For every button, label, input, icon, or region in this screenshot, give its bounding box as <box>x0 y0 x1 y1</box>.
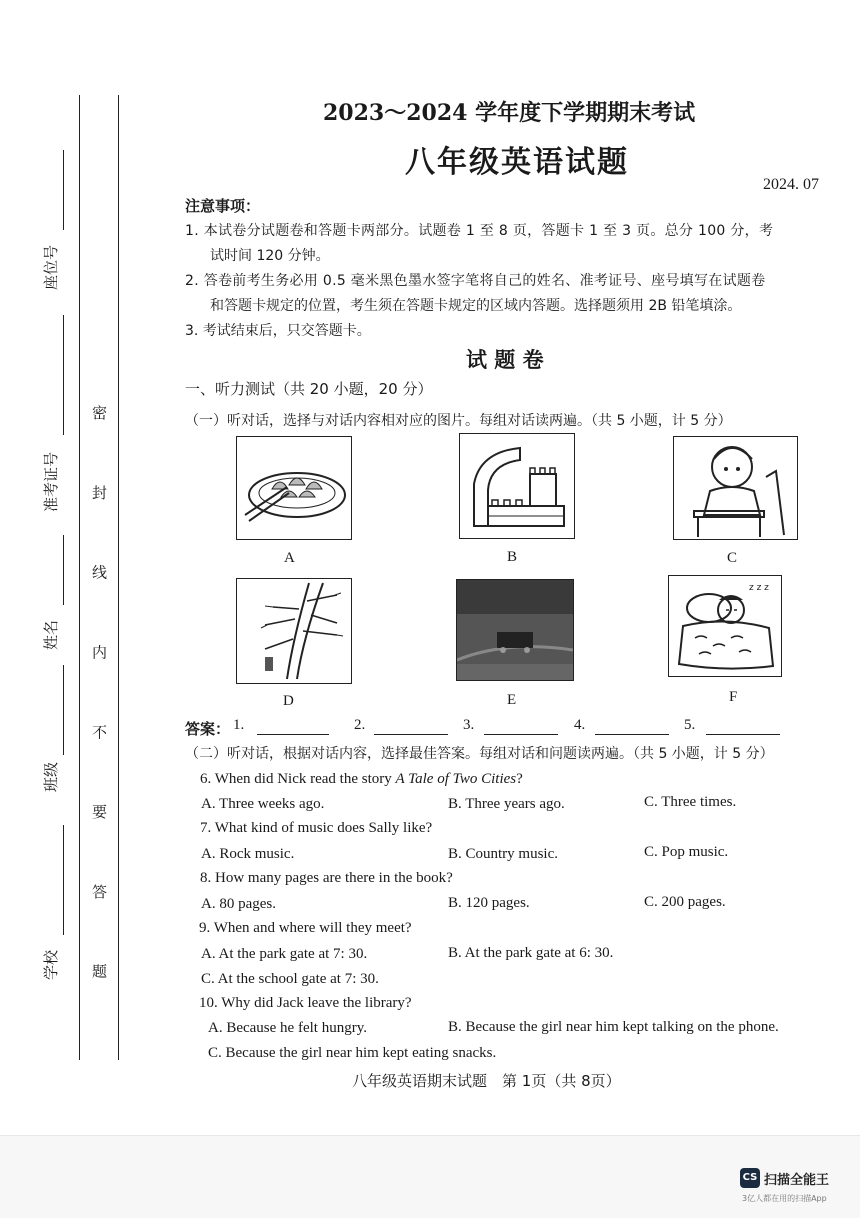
picture-a-dumplings <box>236 436 352 540</box>
answer-blank-2[interactable] <box>374 733 448 735</box>
question-6-end: ? <box>516 771 523 787</box>
picture-label-c: C <box>727 550 738 566</box>
option-7a: A. Rock music. <box>201 846 295 862</box>
page-footer: 八年级英语期末试题 第 1页（共 8页） <box>352 1072 621 1090</box>
scanner-logo-icon: CS <box>740 1168 760 1188</box>
option-9b: B. At the park gate at 6: 30. <box>448 945 614 961</box>
answer-num-4: 4. <box>574 717 586 733</box>
part1-sub2: （二）听对话，根据对话内容，选择最佳答案。每组对话和问题读两遍。（共 5 小题，计 5 分） <box>185 746 774 762</box>
answer-blank-5[interactable] <box>706 733 780 735</box>
picture-d-bamboo-painting <box>236 578 352 684</box>
picture-label-f: F <box>729 689 738 705</box>
notice-line-2: 试时间 120 分钟。 <box>210 248 330 264</box>
picture-c-student-writing <box>673 436 798 540</box>
margin-line-inner <box>118 95 119 1060</box>
margin-seat-label: 座位号 <box>42 244 60 290</box>
margin-school-label: 学校 <box>42 949 60 980</box>
margin-line-outer <box>79 95 80 1060</box>
part1-sub1: （一）听对话，选择与对话内容相对应的图片。每组对话读两遍。（共 5 小题，计 5 分） <box>185 413 732 429</box>
seal-line-text: 密 封 线 内 不 要 答 题 <box>90 405 108 1009</box>
question-6 <box>200 771 523 788</box>
answer-blank-1[interactable] <box>257 733 329 735</box>
option-8b: B. 120 pages. <box>448 895 530 911</box>
option-10a: A. Because he felt hungry. <box>208 1020 367 1036</box>
notice-line-1: 1. 本试卷分试题卷和答题卡两部分。试题卷 1 至 8 页，答题卡 1 至 3 页。总分 100 分，考 <box>185 223 774 239</box>
answer-blank-4[interactable] <box>595 733 669 735</box>
option-9a: A. At the park gate at 7: 30. <box>201 946 368 962</box>
option-6c: C. Three times. <box>644 794 737 810</box>
question-9: 9. When and where will they meet? <box>199 920 412 936</box>
margin-seat-underline <box>63 150 64 230</box>
picture-label-a: A <box>284 550 295 566</box>
option-9c: C. At the school gate at 7: 30. <box>201 971 379 987</box>
margin-class-underline <box>63 665 64 755</box>
picture-b-great-wall <box>459 433 575 539</box>
scanner-brand: 扫描全能王 <box>764 1173 830 1188</box>
picture-label-e: E <box>507 692 517 708</box>
option-10b: B. Because the girl near him kept talking on the phone. <box>448 1019 779 1035</box>
scanner-bar <box>0 1135 860 1218</box>
option-6a: A. Three weeks ago. <box>201 796 325 812</box>
margin-ticket-label: 准考证号 <box>42 451 60 512</box>
option-6b: B. Three years ago. <box>448 796 565 812</box>
option-8a: A. 80 pages. <box>201 896 276 912</box>
margin-class-label: 班级 <box>42 761 60 792</box>
answer-num-2: 2. <box>354 717 366 733</box>
question-8: 8. How many pages are there in the book? <box>200 870 453 886</box>
question-6-book-title: A Tale of Two Cities <box>395 771 517 787</box>
picture-label-d: D <box>283 693 294 709</box>
option-8c: C. 200 pages. <box>644 894 726 910</box>
notice-line-3: 2. 答卷前考生务必用 0.5 毫米黑色墨水签字笔将自己的姓名、准考证号、座号填写在试题卷 <box>185 273 766 289</box>
answer-num-5: 5. <box>684 717 696 733</box>
picture-e-train-photo <box>456 579 574 681</box>
part1-heading: 一、听力测试（共 20 小题，20 分） <box>185 380 433 398</box>
answer-label: 答案： <box>185 720 231 738</box>
question-6-text: 6. When did Nick read the story <box>200 771 396 787</box>
svg-text:z z z: z z z <box>749 583 769 593</box>
question-10: 10. Why did Jack leave the library? <box>199 995 412 1011</box>
margin-name-label: 姓名 <box>42 619 60 650</box>
scanner-tagline: 3亿人都在用的扫描App <box>742 1194 827 1203</box>
picture-label-b: B <box>507 549 518 565</box>
option-7c: C. Pop music. <box>644 844 729 860</box>
notice-line-4: 和答题卡规定的位置，考生须在答题卡规定的区域内答题。选择题须用 2B 铅笔填涂。 <box>210 298 742 314</box>
section-title: 试 题 卷 <box>466 348 544 372</box>
notice-line-5: 3. 考试结束后，只交答题卡。 <box>185 323 371 339</box>
answer-num-3: 3. <box>463 717 475 733</box>
notice-heading: 注意事项： <box>185 197 261 215</box>
exam-subtitle: 八年级英语试题 <box>405 145 629 180</box>
margin-name-underline <box>63 535 64 605</box>
exam-date: 2024. 07 <box>763 176 819 193</box>
question-7: 7. What kind of music does Sally like? <box>200 820 433 836</box>
answer-blank-3[interactable] <box>484 733 558 735</box>
picture-f-sick-in-bed <box>668 575 782 677</box>
option-10c: C. Because the girl near him kept eating snacks. <box>208 1045 497 1061</box>
exam-title: 2023～2024 学年度下学期期末考试 <box>323 100 696 126</box>
option-7b: B. Country music. <box>448 846 559 862</box>
margin-school-underline <box>63 825 64 935</box>
answer-num-1: 1. <box>233 717 245 733</box>
margin-ticket-underline <box>63 315 64 435</box>
